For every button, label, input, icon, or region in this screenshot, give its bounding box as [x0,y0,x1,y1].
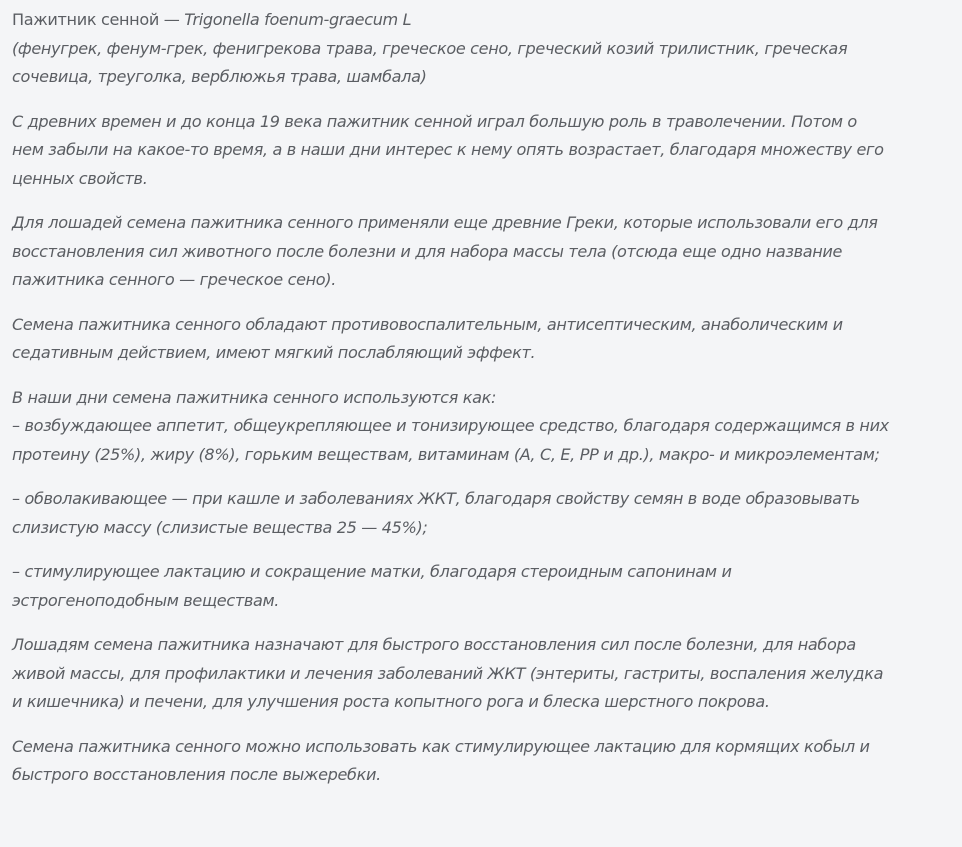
paragraph-line: пажитника сенного — греческое сено). [12,270,336,289]
paragraph-line: восстановления сил животного после болезни и для набора массы тела (отсюда еще одно название [12,241,843,261]
uses-list-item-line: – обволакивающее — при кашле и заболеваниях ЖКТ, благодаря свойству семян в воде образовывать [12,489,860,508]
paragraph-line: Семена пажитника сенного можно использовать как стимулирующее лактацию для кормящих кобыл и [12,736,870,756]
title-paragraph [12,6,952,92]
uses-list-item-line: слизистую массу (слизистые вещества 25 — 45%); [12,517,428,537]
paragraph-line: седативным действием, имеют мягкий послабляющий эффект. [12,343,536,362]
title-line [12,6,952,35]
paragraph-line: быстрого восстановления после выжеребки. [12,765,381,784]
history-paragraph [12,108,952,194]
paragraph-line: ценных свойств. [12,168,148,188]
uses-list-item-line: эстрогеноподобным веществам. [12,590,280,610]
uses-list-item [12,558,952,615]
paragraph-line: Семена пажитника сенного обладают противовоспалительным, антисептическим, анаболическим и [12,314,843,334]
horses-paragraph [12,631,952,717]
paragraph-line: Лошадям семена пажитника назначают для быстрого восстановления сил после болезни, для набора [12,635,856,654]
uses-paragraph [12,384,952,470]
paragraph-line: нем забыли на какое-то время, а в наши дни интерес к нему опять возрастает, благодаря множеству его [12,140,884,159]
effects-paragraph [12,311,952,368]
plant-latin-name: Trigonella foenum-graecum L [184,10,412,29]
paragraph-line: Для лошадей семена пажитника сенного применяли еще древние Греки, которые использовали его для [12,213,878,232]
synonyms-line: (фенугрек, фенум-грек, фенигрекова трава, греческое сено, греческий козий трилистник, греческая [12,38,848,58]
uses-intro: В наши дни семена пажитника сенного используются как: [12,387,497,407]
mares-paragraph [12,733,952,790]
uses-list-item-line: протеину (25%), жиру (8%), горьким веществам, витаминам (А, С, Е, РР и др.), макро- и микроэлементам; [12,444,880,464]
paragraph-line: живой массы, для профилактики и лечения заболеваний ЖКТ (энтериты, гастриты, воспаления желудка [12,663,884,683]
synonyms-line: сочевица, треуголка, верблюжья трава, шамбала) [12,67,427,86]
paragraph-line: и кишечника) и печени, для улучшения роста копытного рога и блеска шерстного покрова. [12,692,770,711]
paragraph-line: С древних времен и до конца 19 века пажитник сенной играл большую роль в траволечении. Потом о [12,111,857,131]
greeks-paragraph [12,209,952,295]
plant-russian-name: Пажитник сенной — [12,10,185,29]
uses-list-item-line: – возбуждающее аппетит, общеукрепляющее и тонизирующее средство, благодаря содержащимся в них [12,416,889,435]
uses-list-item [12,485,952,542]
uses-list-item-line: – стимулирующее лактацию и сокращение матки, благодаря стероидным сапонинам и [12,562,732,581]
